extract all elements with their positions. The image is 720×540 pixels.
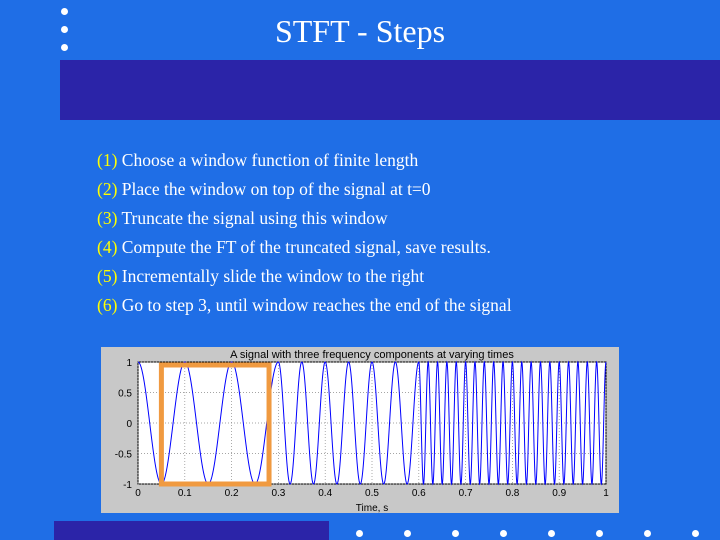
chart-title: A signal with three frequency components at varying times xyxy=(230,349,514,361)
step-number: (3) xyxy=(97,208,118,228)
y-tick-label: -0.5 xyxy=(114,449,132,461)
step-item xyxy=(97,233,512,262)
y-tick-label: -1 xyxy=(123,480,132,491)
y-tick-label: 0.5 xyxy=(118,388,132,400)
step-item xyxy=(97,204,512,233)
decor-dot xyxy=(644,530,651,537)
x-tick-label: 0.2 xyxy=(224,488,239,499)
step-number: (5) xyxy=(97,266,118,286)
x-tick-label: 0.9 xyxy=(552,488,567,499)
x-axis-label: Time, s xyxy=(355,503,389,513)
step-item xyxy=(97,291,512,320)
x-tick-label: 0 xyxy=(135,488,141,499)
step-text: Truncate the signal using this window xyxy=(121,208,388,228)
decor-dot xyxy=(500,530,507,537)
step-item xyxy=(97,175,512,204)
y-tick-label: 0 xyxy=(126,419,132,430)
step-text: Go to step 3, until window reaches the end of the signal xyxy=(121,295,512,315)
x-tick-label: 0.6 xyxy=(411,488,426,499)
step-item xyxy=(97,262,512,291)
steps-list xyxy=(97,146,512,320)
step-number: (4) xyxy=(97,237,118,257)
signal-plot xyxy=(101,347,619,513)
decor-dot xyxy=(692,530,699,537)
x-tick-label: 0.4 xyxy=(318,488,333,499)
decor-dot xyxy=(356,530,363,537)
step-number: (6) xyxy=(97,295,118,315)
decor-dot xyxy=(596,530,603,537)
title-bar xyxy=(60,60,720,120)
x-tick-label: 0.5 xyxy=(365,488,379,499)
slide-title: STFT - Steps xyxy=(274,13,446,49)
step-number: (1) xyxy=(97,150,118,170)
decor-dot xyxy=(452,530,459,537)
footer-bar xyxy=(54,521,329,540)
x-tick-label: 0.8 xyxy=(505,488,520,499)
decor-dot xyxy=(404,530,411,537)
step-text: Incrementally slide the window to the right xyxy=(121,266,425,286)
step-text: Choose a window function of finite length xyxy=(121,150,419,170)
step-item xyxy=(97,146,512,175)
step-text: Place the window on top of the signal at t=0 xyxy=(121,179,431,199)
x-tick-label: 0.7 xyxy=(458,488,473,499)
y-tick-label: 1 xyxy=(126,358,132,369)
x-tick-label: 0.1 xyxy=(177,488,192,499)
decor-dot xyxy=(548,530,555,537)
step-text: Compute the FT of the truncated signal, save results. xyxy=(121,237,491,257)
signal-plot-svg xyxy=(101,347,619,513)
x-tick-label: 0.3 xyxy=(271,488,286,499)
x-tick-label: 1 xyxy=(603,488,609,499)
step-number: (2) xyxy=(97,179,118,199)
